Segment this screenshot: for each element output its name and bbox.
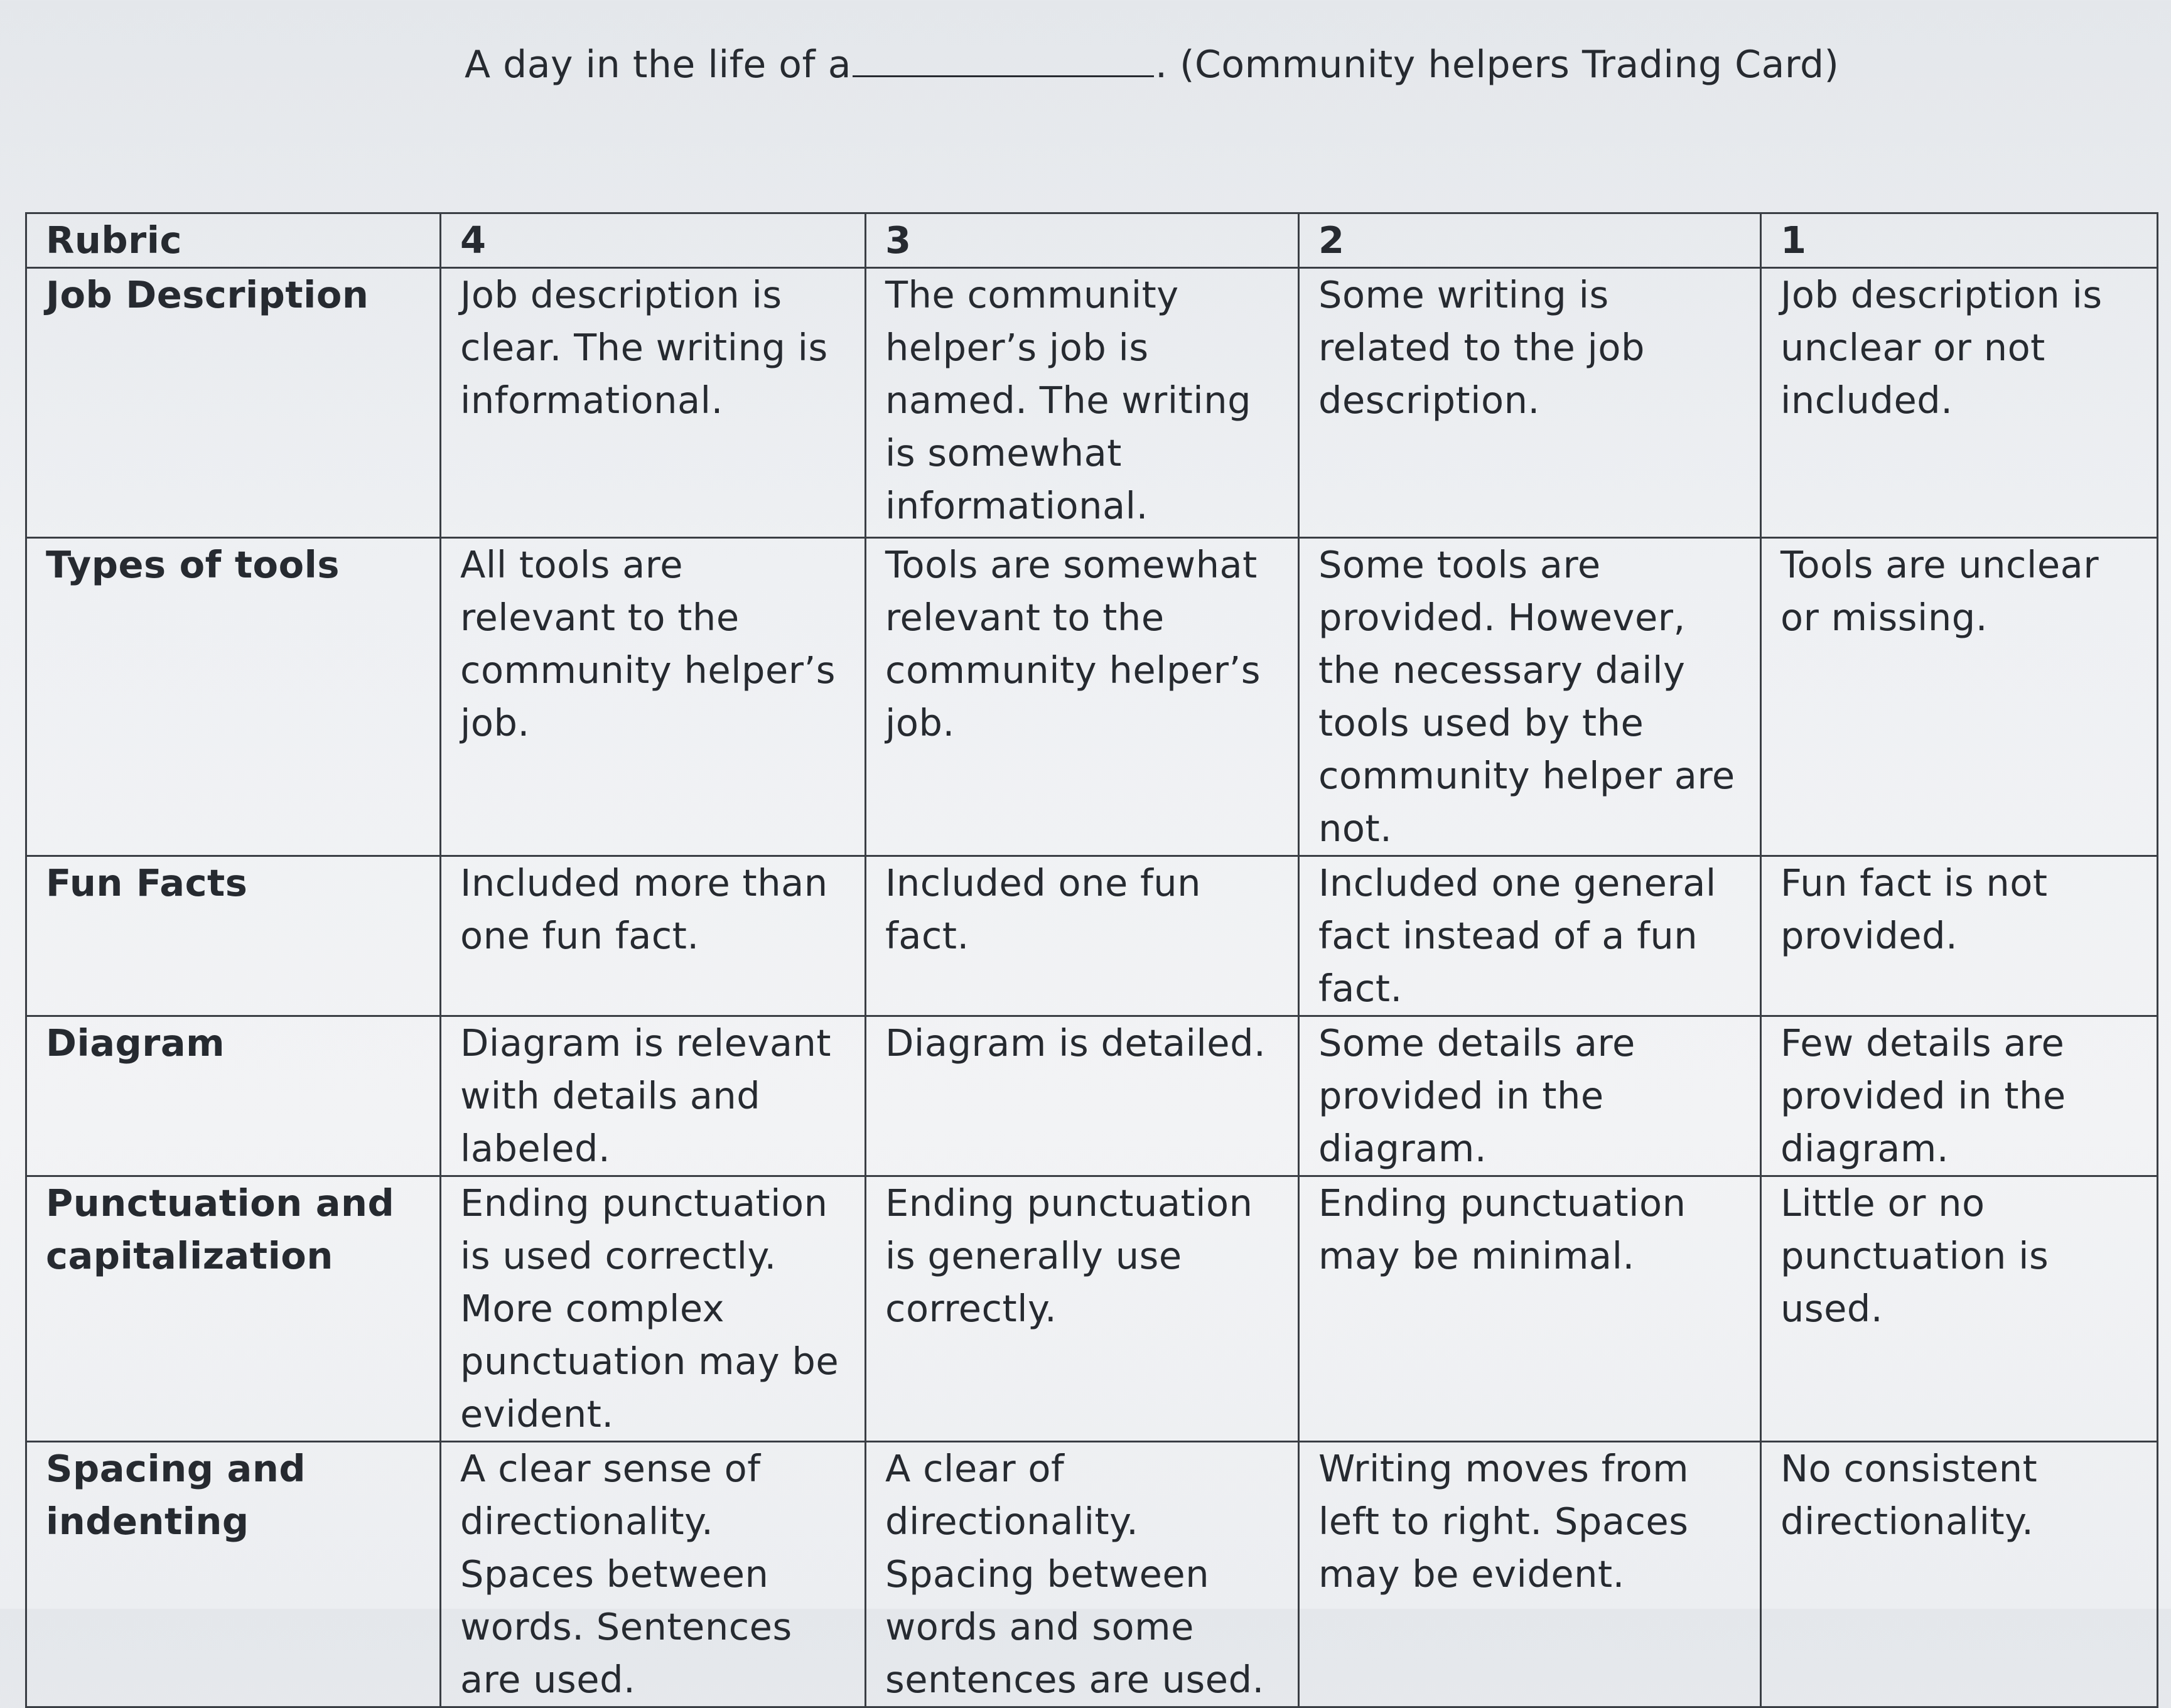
page-title bbox=[465, 43, 1839, 87]
criterion-cell: Job Description bbox=[26, 268, 441, 538]
score-1-cell: Job description is unclear or not included. bbox=[1761, 268, 2158, 538]
rubric-row-spacing bbox=[26, 1442, 2158, 1707]
score-3-cell: The community helper’s job is named. The writing is somewhat informational. bbox=[866, 268, 1299, 538]
score-2-cell: Some writing is related to the job description. bbox=[1299, 268, 1761, 538]
score-1-cell: No consistent directionality. bbox=[1761, 1442, 2158, 1707]
score-2-cell: Included one general fact instead of a fun fact. bbox=[1299, 856, 1761, 1016]
title-text-before-blank: A day in the life of a bbox=[465, 43, 851, 87]
score-4-cell: Diagram is relevant with details and labeled. bbox=[441, 1016, 866, 1176]
score-1-cell: Little or no punctuation is used. bbox=[1761, 1176, 2158, 1442]
score-2-cell: Writing moves from left to right. Spaces may be evident. bbox=[1299, 1442, 1761, 1707]
header-score-3: 3 bbox=[866, 213, 1299, 268]
criterion-cell: Punctuation and capitalization bbox=[26, 1176, 441, 1442]
header-score-2: 2 bbox=[1299, 213, 1761, 268]
rubric-row-types-of-tools bbox=[26, 538, 2158, 856]
title-text-after-blank: . (Community helpers Trading Card) bbox=[1155, 43, 1840, 87]
rubric-header-row bbox=[26, 213, 2158, 268]
rubric-row-diagram bbox=[26, 1016, 2158, 1176]
score-4-cell: Included more than one fun fact. bbox=[441, 856, 866, 1016]
score-1-cell: Tools are unclear or missing. bbox=[1761, 538, 2158, 856]
criterion-cell: Spacing and indenting bbox=[26, 1442, 441, 1707]
rubric-row-punctuation bbox=[26, 1176, 2158, 1442]
rubric-table bbox=[25, 212, 2158, 1708]
header-score-4: 4 bbox=[441, 213, 866, 268]
title-fill-in-blank bbox=[853, 43, 1154, 77]
score-2-cell: Ending punctuation may be minimal. bbox=[1299, 1176, 1761, 1442]
criterion-cell: Fun Facts bbox=[26, 856, 441, 1016]
score-2-cell: Some details are provided in the diagram. bbox=[1299, 1016, 1761, 1176]
score-3-cell: Included one fun fact. bbox=[866, 856, 1299, 1016]
score-4-cell: Ending punctuation is used correctly. More complex punctuation may be evident. bbox=[441, 1176, 866, 1442]
score-3-cell: Diagram is detailed. bbox=[866, 1016, 1299, 1176]
rubric-row-fun-facts bbox=[26, 856, 2158, 1016]
score-3-cell: Ending punctuation is generally use correctly. bbox=[866, 1176, 1299, 1442]
score-1-cell: Fun fact is not provided. bbox=[1761, 856, 2158, 1016]
header-rubric: Rubric bbox=[26, 213, 441, 268]
score-4-cell: All tools are relevant to the community helper’s job. bbox=[441, 538, 866, 856]
score-4-cell: Job description is clear. The writing is informational. bbox=[441, 268, 866, 538]
score-1-cell: Few details are provided in the diagram. bbox=[1761, 1016, 2158, 1176]
score-4-cell: A clear sense of directionality. Spaces between words. Sentences are used. bbox=[441, 1442, 866, 1707]
criterion-cell: Types of tools bbox=[26, 538, 441, 856]
rubric-row-job-description bbox=[26, 268, 2158, 538]
header-score-1: 1 bbox=[1761, 213, 2158, 268]
criterion-cell: Diagram bbox=[26, 1016, 441, 1176]
score-2-cell: Some tools are provided. However, the necessary daily tools used by the community helper are not. bbox=[1299, 538, 1761, 856]
score-3-cell: Tools are somewhat relevant to the community helper’s job. bbox=[866, 538, 1299, 856]
score-3-cell: A clear of directionality. Spacing between words and some sentences are used. bbox=[866, 1442, 1299, 1707]
